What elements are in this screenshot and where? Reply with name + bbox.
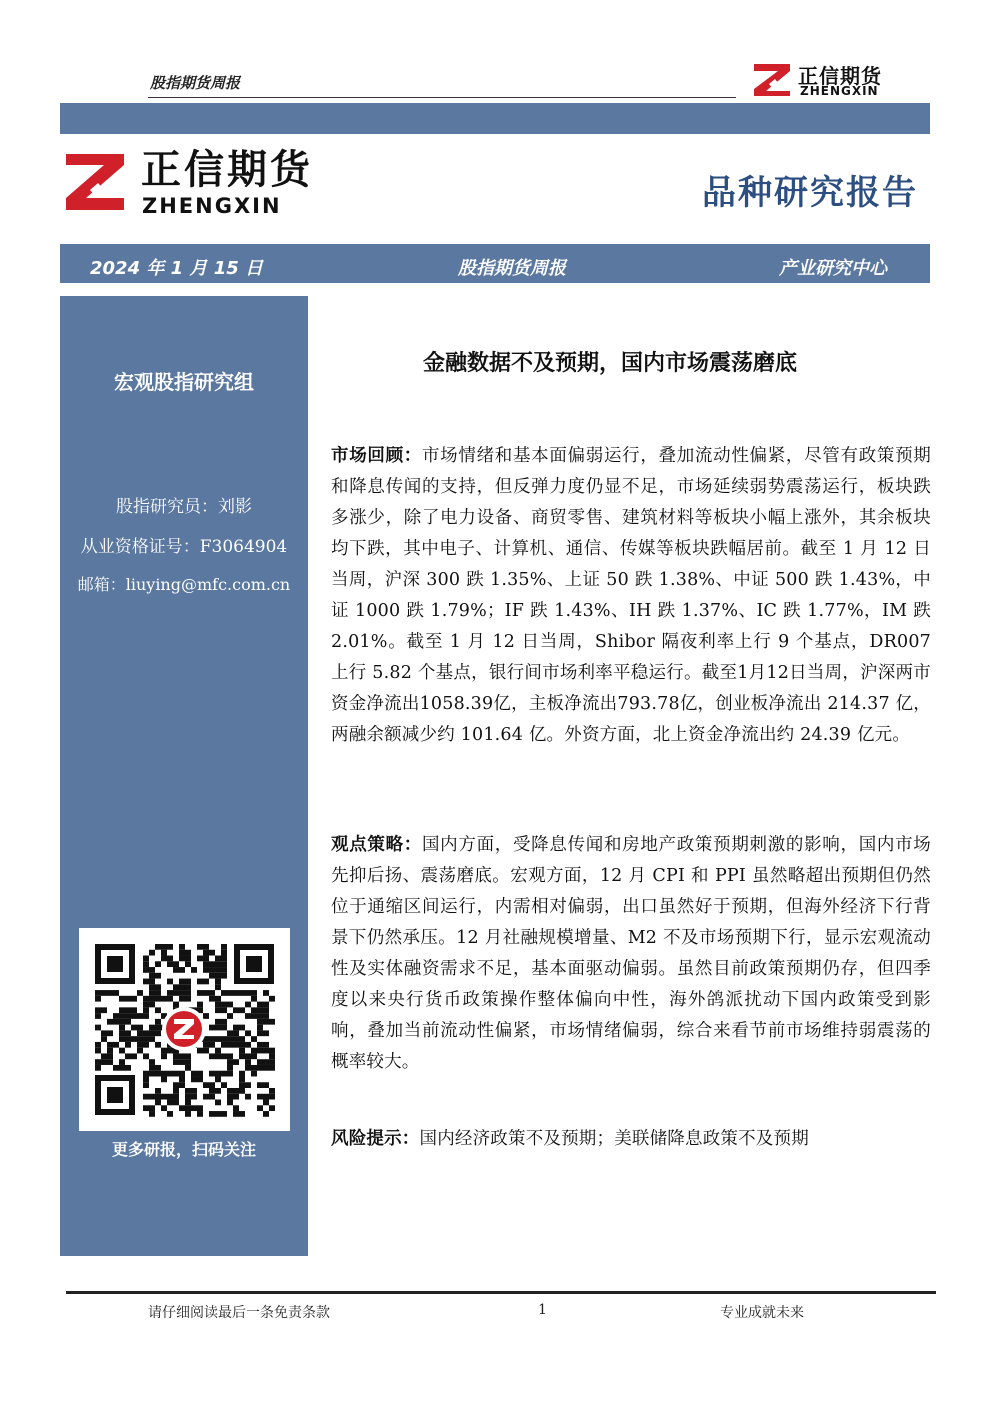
article-headline: 金融数据不及预期，国内市场震荡磨底: [422, 351, 797, 376]
qr-caption: 更多研报，扫码关注: [111, 1140, 256, 1159]
running-header-title: 股指期货周报: [150, 74, 241, 92]
section-risk: [331, 1124, 931, 1155]
qr-code-icon: [79, 928, 290, 1131]
section-label: 观点策略：: [331, 835, 422, 855]
zhengxin-logo-icon: [752, 62, 792, 98]
footer-slogan: 专业成就未来: [720, 1305, 804, 1321]
small-logo-brand-en: ZHENGXIN: [800, 84, 879, 98]
report-type-title: 品种研究报告: [702, 173, 918, 213]
section-text: 市场情绪和基本面偏弱运行，叠加流动性偏紧，尽管有政策预期和降息传闻的支持，但反弹力度仍显不足，市场延续弱势震荡运行，板块跌多涨少，除了电力设备、商贸零售、建筑材料等板块小幅上涨外，其余板块均下跌，其中电子、计算机、通信、传媒等板块跌幅居前。截至 1 月 12 日当周，沪深 300 跌 1.35%、上证 50 跌 1.38%、中证 500 跌 1.43%，中证 1000 跌 1.79%；IF 跌 1.43%、IH 跌 1.37%、IC 跌 1.77%，IM 跌 2.01%。截至 1 月 12 日当周，Shibor 隔夜利率上行 9 个基点，DR007 上行 5.82 个基点，银行间市场利率平稳运行。截至1月12日当周，沪深两市资金净流出1058.39亿，主板净流出793.78亿，创业板净流出 214.37 亿，两融余额减少约 101.64 亿。外资方面，北上资金净流出约 24.39 亿元。: [331, 446, 931, 745]
section-text: 国内方面，受降息传闻和房地产政策预期刺激的影响，国内市场先抑后扬、震荡磨底。宏观方面，12 月 CPI 和 PPI 虽然略超出预期但仍然位于通缩区间运行，内需相对偏弱，出口虽然好于预期，但海外经济下行背景下仍然承压。12 月社融规模增量、M2 不及市场预期下行，显示宏观流动性及实体融资需求不足，基本面驱动偏弱。虽然目前政策预期仍存，但四季度以来央行货币政策操作整体偏向中性，海外鸽派扰动下国内政策受到影响，叠加当前流动性偏紧，市场情绪偏弱，综合来看节前市场维持弱震荡的概率较大。: [331, 835, 931, 1072]
section-text: 国内经济政策不及预期；美联储降息政策不及预期: [419, 1129, 809, 1149]
analyst-email[interactable]: 邮箱：liuying@mfc.com.cn: [77, 575, 291, 594]
main-logo-brand-cn: 正信期货: [141, 147, 313, 193]
section-label: 风险提示：: [331, 1129, 420, 1149]
main-logo-brand-en: ZHENGXIN: [142, 194, 282, 218]
research-group-name: 宏观股指研究组: [114, 370, 254, 394]
report-name: 股指期货周报: [458, 258, 566, 279]
report-date: 2024 年 1 月 15 日: [90, 258, 264, 279]
header-rule: [148, 97, 736, 98]
qr-code[interactable]: [79, 928, 290, 1131]
certificate-number: 从业资格证号：F3064904: [80, 537, 288, 557]
zhengxin-main-logo-icon: [64, 152, 126, 212]
small-logo-brand-cn: 正信期货: [798, 64, 882, 88]
section-market-review: [331, 441, 931, 751]
section-strategy: [331, 830, 931, 1078]
section-label: 市场回顾：: [331, 446, 422, 466]
analyst-name: 股指研究员：刘影: [116, 497, 252, 517]
page-number: 1: [538, 1302, 547, 1318]
footer-disclaimer: 请仔细阅读最后一条免责条款: [148, 1305, 330, 1321]
top-color-band: [60, 103, 930, 134]
footer-rule: [66, 1291, 936, 1294]
department-name: 产业研究中心: [779, 258, 887, 279]
